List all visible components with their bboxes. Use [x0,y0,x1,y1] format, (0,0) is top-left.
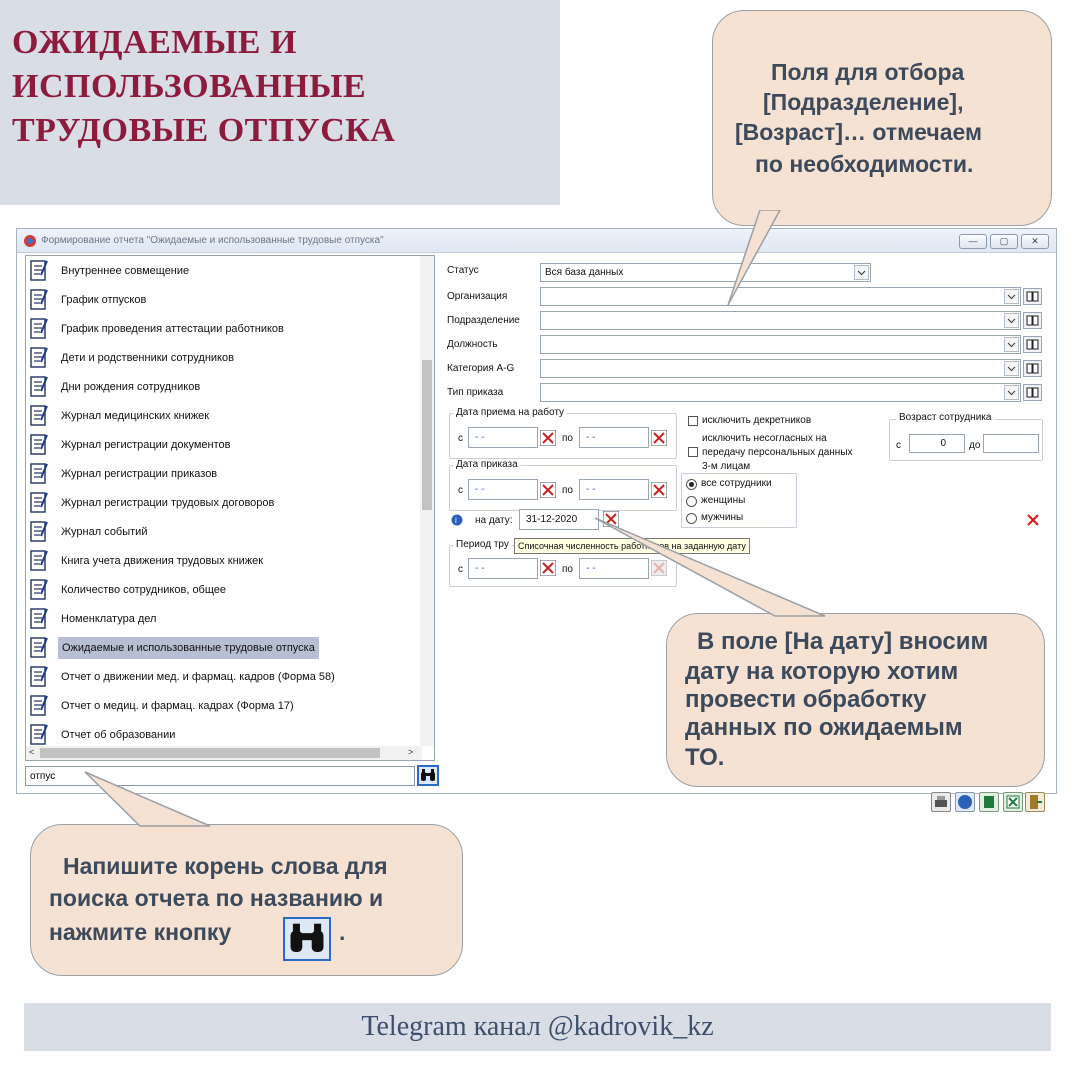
callout-search-period: . [339,919,346,945]
scroll-left-icon[interactable]: < [29,747,35,757]
position-select[interactable] [540,335,1021,354]
document-icon [30,317,48,339]
callout-search-line-1: Напишите корень слова для [63,853,388,879]
document-icon [30,404,48,426]
report-list-item-label: Дети и родственники сотрудников [61,352,234,364]
document-icon [30,346,48,368]
order-to-label: по [562,485,573,496]
organization-lookup-button[interactable] [1023,288,1042,305]
title-line-3: ТРУДОВЫЕ ОТПУСКА [12,112,396,149]
category-lookup-button[interactable] [1023,360,1042,377]
minimize-button[interactable]: — [959,234,987,249]
report-list-item-label: Ожидаемые и использованные трудовые отпуска [58,637,319,659]
title-line-2: ИСПОЛЬЗОВАННЫЕ [12,68,367,105]
report-list-item[interactable] [26,459,422,488]
hire-to-label: по [562,433,573,444]
list-vertical-scroll-thumb[interactable] [422,360,432,510]
callout-fields-line-2: [Подразделение], [763,89,964,115]
position-label: Должность [447,339,498,350]
report-list-item[interactable] [26,314,422,343]
excel-icon[interactable] [1003,792,1023,812]
age-to-label: до [969,440,981,451]
age-from-value: 0 [940,438,946,449]
title-block [0,0,560,205]
chevron-down-icon[interactable] [1004,337,1019,352]
app-icon [23,234,37,248]
chevron-down-icon[interactable] [1004,289,1019,304]
exit-icon[interactable] [1025,792,1045,812]
callout-date-line-2: дату на которую хотим [685,658,959,685]
callout-search-pointer [80,770,220,830]
on-date-field[interactable]: 31-12-2020 [519,509,599,530]
order-type-lookup-button[interactable] [1023,384,1042,401]
report-list-item[interactable] [26,401,422,430]
help-icon[interactable] [451,514,463,526]
radio-women-label: женщины [701,495,746,506]
report-list-item-label: Книга учета движения трудовых книжек [61,555,264,567]
calendar-icon[interactable] [651,430,667,446]
document-icon [30,723,48,745]
radio-women[interactable] [686,496,697,507]
printer-icon[interactable] [931,792,951,812]
book-icon [1024,385,1041,400]
exclude-nonconsent-label-3: 3-м лицам [702,461,751,472]
period-from-field[interactable]: - - [468,558,538,579]
order-date-to-field[interactable]: - - [579,479,649,500]
callout-date-line-4: данных по ожидаемым [685,714,963,741]
radio-men-label: мужчины [701,512,744,523]
clear-icon[interactable] [1027,514,1039,526]
document-icon [30,462,48,484]
document-icon [30,375,48,397]
title-line-1: ОЖИДАЕМЫЕ И [12,24,297,61]
report-list-item-label: Журнал медицинских книжек [61,410,210,422]
callout-fields-line-3: [Возраст]… отмечаем [735,119,983,145]
callout-fields-pointer [720,210,790,310]
report-list-item-label: Отчет об образовании [61,729,176,741]
maximize-button[interactable]: ▢ [990,234,1018,249]
report-list-item[interactable] [26,343,422,372]
hire-date-to-field[interactable]: - - [579,427,649,448]
callout-date [666,613,1045,787]
report-list-item-label: График проведения аттестации работников [61,323,284,335]
document-icon [30,259,48,281]
position-lookup-button[interactable] [1023,336,1042,353]
period-from-label: с [458,564,463,575]
document-icon [30,607,48,629]
age-from-stepper[interactable] [909,434,965,453]
close-button[interactable]: ✕ [1021,234,1049,249]
list-vertical-scrollbar[interactable] [420,256,434,746]
report-list-item-label: Журнал регистрации трудовых договоров [61,497,275,509]
period-to-field[interactable]: - - [579,558,649,579]
list-horizontal-scroll-thumb[interactable] [40,748,380,758]
report-list-item-label: Номенклатура дел [61,613,157,625]
organization-label: Организация [447,291,508,302]
calendar-icon[interactable] [540,560,556,576]
report-list-item-label: Отчет о медиц. и фармац. кадрах (Форма 17) [61,700,294,712]
report-list-item[interactable] [26,372,422,401]
category-label: Категория A-G [447,363,515,374]
order-type-label: Тип приказа [447,387,504,398]
book-icon [1024,361,1041,376]
window-titlebar [17,229,1056,253]
report-list-item[interactable] [26,662,422,691]
exclude-nonconsent-label-2: передачу персональных данных [702,447,853,458]
document-icon [30,665,48,687]
callout-fields [712,10,1052,226]
exclude-nonconsent-label-1: исключить несогласных на [702,433,827,444]
calendar-icon[interactable] [651,482,667,498]
document-icon [30,520,48,542]
callout-binoculars-button [283,917,331,961]
age-to-stepper[interactable] [983,434,1039,453]
callout-fields-line-1: Поля для отбора [771,59,965,85]
report-list-item[interactable] [26,517,422,546]
book-icon [1024,313,1041,328]
order-from-label: с [458,485,463,496]
chevron-down-icon[interactable] [854,265,869,280]
document-icon [30,549,48,571]
book-icon [1024,337,1041,352]
help-button-icon[interactable] [955,792,975,812]
calendar-icon[interactable] [540,482,556,498]
scroll-right-icon[interactable]: > [408,747,414,757]
report-list-item-label: График отпусков [61,294,147,306]
report-list-item-label: Отчет о движении мед. и фармац. кадров (Форма 58) [61,671,335,683]
department-select[interactable] [540,311,1021,330]
calendar-icon[interactable] [540,430,556,446]
report-list-item-label: Журнал регистрации документов [61,439,231,451]
binoculars-icon [419,767,437,784]
radio-all-label: все сотрудники [701,478,772,489]
report-list-item[interactable] [26,256,422,285]
period-group-title: Период тру [453,539,512,550]
report-list-item[interactable] [26,430,422,459]
report-list-item-label: Дни рождения сотрудников [61,381,201,393]
department-lookup-button[interactable] [1023,312,1042,329]
order-date-group-title: Дата приказа [453,459,521,470]
report-list-item[interactable] [26,604,422,633]
hire-from-label: с [458,433,463,444]
report-list-item[interactable] [26,285,422,314]
department-label: Подразделение [447,315,520,326]
exclude-maternity-label: исключить декретников [702,415,812,426]
category-select[interactable] [540,359,1021,378]
report-list-item-label: Внутреннее совмещение [61,265,190,277]
document-icon [30,491,48,513]
book-icon [1024,289,1041,304]
status-value: Вся база данных [545,267,624,278]
status-select[interactable] [540,263,871,282]
report-list-item-label: Журнал регистрации приказов [61,468,218,480]
age-group-title: Возраст сотрудника [896,412,994,423]
binoculars-icon [285,919,329,959]
chevron-down-icon[interactable] [1004,313,1019,328]
order-date-from-field[interactable]: - - [468,479,538,500]
period-to-label: по [562,564,573,575]
report-list [25,255,435,761]
callout-date-line-3: провести обработку [685,686,927,713]
age-from-label: с [896,440,901,451]
callout-search-line-2: поиска отчета по названию и [49,885,384,911]
order-type-select[interactable] [540,383,1021,402]
svg-text:i: i [455,516,457,525]
chevron-down-icon[interactable] [1004,385,1019,400]
document-icon [30,433,48,455]
document-icon [30,694,48,716]
footer-banner [24,1003,1051,1051]
hire-date-from-field[interactable]: - - [468,427,538,448]
document-icon [30,636,48,658]
radio-all-employees[interactable] [686,479,697,490]
hire-date-group-title: Дата приема на работу [453,407,567,418]
callout-date-line-5: ТО. [685,744,725,771]
on-date-label: на дату: [475,515,513,526]
search-button[interactable] [417,765,439,786]
report-list-item-label: Количество сотрудников, общее [61,584,227,596]
footer-text: Telegram канал @kadrovik_kz [361,1011,714,1042]
report-list-item[interactable] [26,720,422,749]
document-icon [30,578,48,600]
exclude-nonconsent-checkbox[interactable] [688,447,698,457]
chevron-down-icon[interactable] [1004,361,1019,376]
export-icon[interactable] [979,792,999,812]
callout-date-line-1: В поле [На дату] вносим [697,628,989,655]
exclude-maternity-checkbox[interactable] [688,416,698,426]
report-list-item-label: Журнал событий [61,526,148,538]
report-list-item[interactable] [26,633,422,662]
report-list-item[interactable] [26,488,422,517]
report-list-item[interactable] [26,691,422,720]
callout-search [30,824,463,976]
window-title: Формирование отчета "Ожидаемые и использованные трудовые отпуска" [41,235,384,246]
callout-search-line-3: нажмите кнопку [49,919,232,945]
status-label: Статус [447,265,479,276]
on-date-tooltip: Списочная численность работников на заданную дату [514,538,750,554]
callout-date-pointer [590,516,840,618]
callout-fields-line-4: по необходимости. [755,151,974,177]
report-list-item[interactable] [26,575,422,604]
list-horizontal-scrollbar[interactable] [26,746,422,760]
report-list-item[interactable] [26,546,422,575]
document-icon [30,288,48,310]
